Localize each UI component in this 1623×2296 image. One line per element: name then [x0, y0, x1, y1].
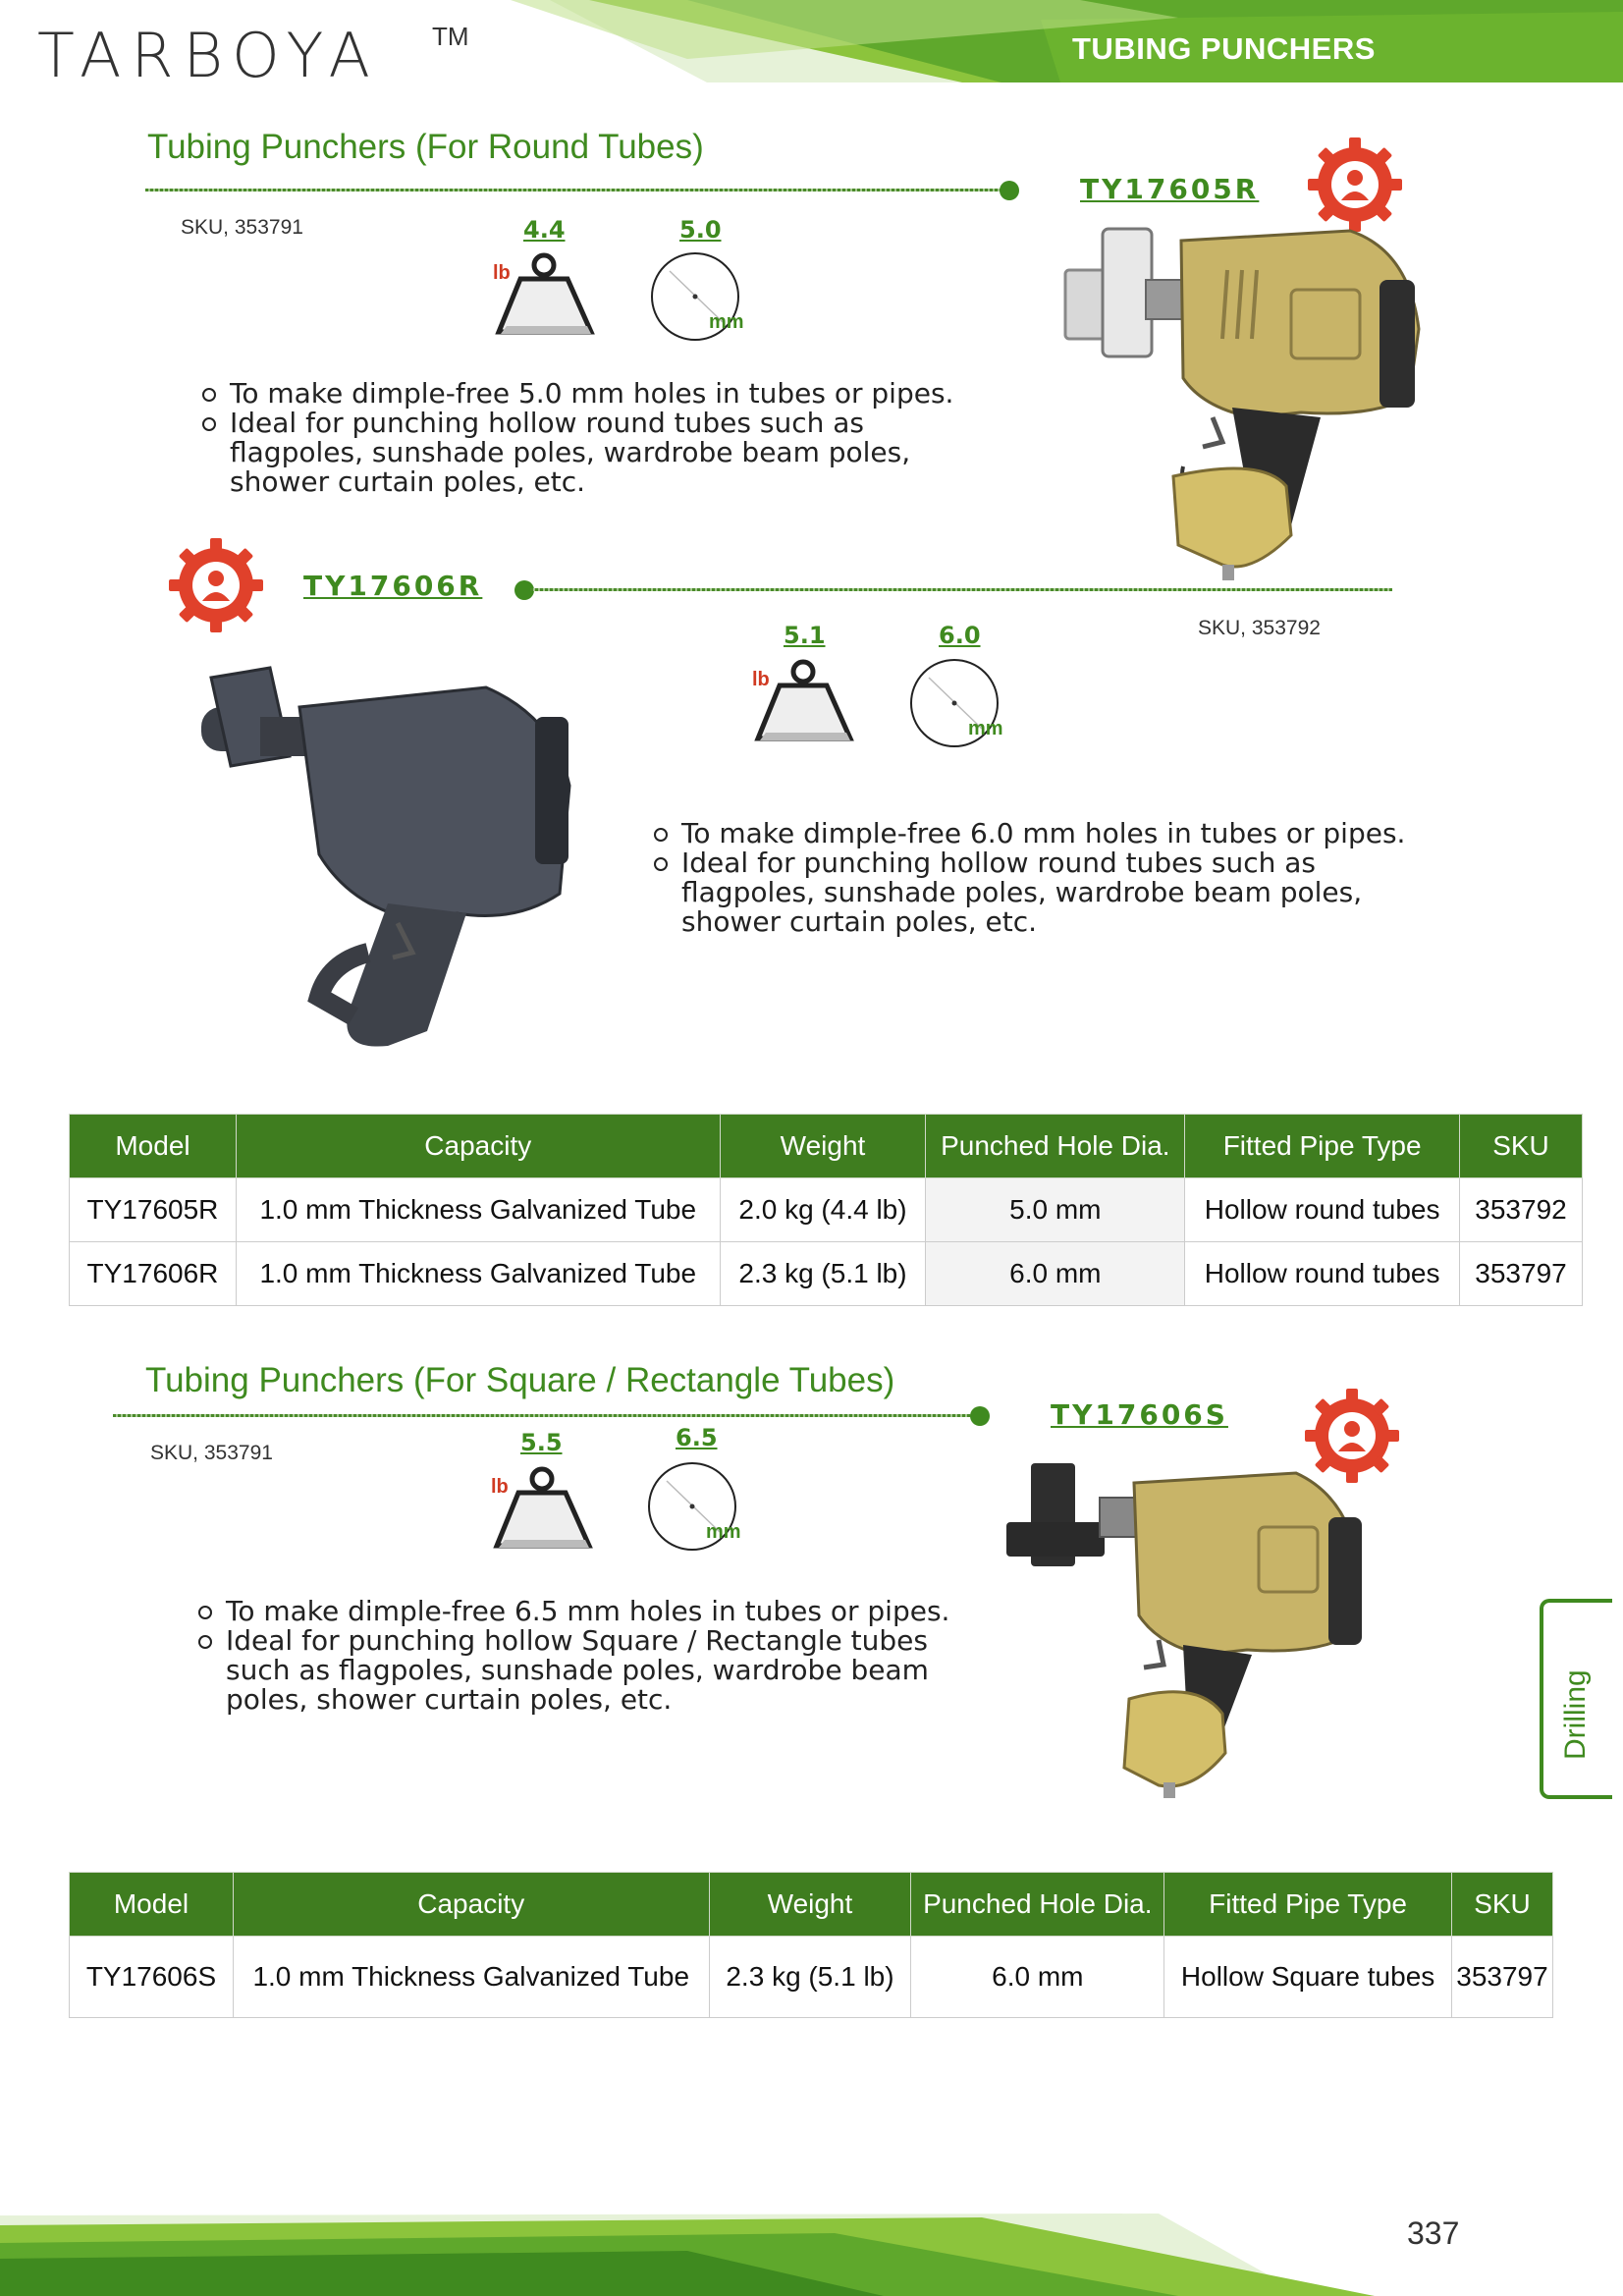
weight-value: 4.4 [523, 216, 566, 244]
table-cell: TY17605R [70, 1178, 237, 1242]
diameter-icon [645, 1459, 753, 1558]
table-cell: Hollow round tubes [1185, 1178, 1460, 1242]
weight-value: 5.1 [784, 622, 826, 649]
spec-table-round [69, 1114, 1583, 1306]
weight-unit: lb [493, 262, 511, 284]
weight-unit: lb [491, 1476, 509, 1498]
spec-table-square [69, 1872, 1553, 2018]
bullet-item: To make dimple-free 6.5 mm holes in tubes or pipes. [198, 1597, 974, 1626]
divider-dot [1000, 181, 1019, 200]
section-divider [530, 588, 1392, 591]
product-image-ty17606s [1001, 1453, 1384, 1807]
table-row [70, 1937, 1553, 2018]
page-number: 337 [1407, 2215, 1460, 2251]
table-row [70, 1242, 1583, 1306]
table-cell: TY17606S [70, 1937, 234, 2018]
table-cell: 2.0 kg (4.4 lb) [720, 1178, 926, 1242]
bullet-item: Ideal for punching hollow Square / Rectangle tubes such as flagpoles, sunshade poles, wardrobe beam poles, shower curtain poles, etc. [198, 1626, 974, 1715]
column-header: Punched Hole Dia. [911, 1873, 1164, 1937]
table-header-row [70, 1115, 1583, 1178]
svg-text:Drilling: Drilling [1559, 1669, 1592, 1760]
diameter-unit: mm [968, 718, 1003, 739]
table-cell: 1.0 mm Thickness Galvanized Tube [233, 1937, 709, 2018]
column-header: Weight [720, 1115, 926, 1178]
sku-label: SKU, 353791 [181, 216, 303, 239]
diameter-icon [648, 249, 756, 348]
table-cell: TY17606R [70, 1242, 237, 1306]
column-header: Weight [709, 1873, 911, 1937]
trademark-mark: TM [432, 22, 469, 51]
section-divider [145, 189, 1009, 191]
product-bullets [202, 379, 978, 497]
model-link-ty17605r[interactable]: TY17605R [1080, 173, 1260, 205]
diameter-value: 5.0 [679, 216, 722, 244]
table-cell: 1.0 mm Thickness Galvanized Tube [236, 1178, 720, 1242]
diameter-unit: mm [709, 311, 744, 333]
sku-label: SKU, 353792 [1198, 617, 1321, 639]
diameter-unit: mm [706, 1521, 741, 1543]
product-bullets [654, 819, 1430, 937]
diameter-icon [907, 656, 1015, 754]
column-header: Capacity [236, 1115, 720, 1178]
weight-icon [750, 656, 858, 750]
bullet-item: To make dimple-free 5.0 mm holes in tubes or pipes. [202, 379, 978, 409]
table-row [70, 1178, 1583, 1242]
table-cell: 2.3 kg (5.1 lb) [720, 1242, 926, 1306]
bullet-item: Ideal for punching hollow round tubes such as flagpoles, sunshade poles, wardrobe beam poles, shower curtain poles, etc. [654, 848, 1430, 937]
table-cell: 1.0 mm Thickness Galvanized Tube [236, 1242, 720, 1306]
column-header: Punched Hole Dia. [926, 1115, 1185, 1178]
weight-icon [489, 1463, 597, 1558]
sku-label: SKU, 353791 [150, 1442, 273, 1464]
divider-dot [970, 1406, 990, 1426]
weight-icon [491, 249, 599, 344]
section-title-round: Tubing Punchers (For Round Tubes) [147, 128, 704, 166]
column-header: Fitted Pipe Type [1185, 1115, 1460, 1178]
side-tab-label [1551, 1630, 1596, 1764]
column-header: Fitted Pipe Type [1164, 1873, 1452, 1937]
section-divider [113, 1414, 983, 1417]
table-cell: 353792 [1460, 1178, 1583, 1242]
table-cell: 6.0 mm [926, 1242, 1185, 1306]
weight-unit: lb [752, 669, 770, 690]
table-cell: 5.0 mm [926, 1178, 1185, 1242]
table-cell: 353797 [1451, 1937, 1552, 2018]
table-cell: 6.0 mm [911, 1937, 1164, 2018]
model-link-ty17606r[interactable]: TY17606R [303, 570, 483, 602]
weight-value: 5.5 [520, 1429, 563, 1456]
table-cell: 2.3 kg (5.1 lb) [709, 1937, 911, 2018]
footer-swoosh [0, 2210, 1623, 2296]
table-cell: 353797 [1460, 1242, 1583, 1306]
model-link-ty17606s[interactable]: TY17606S [1051, 1398, 1228, 1431]
table-cell: Hollow Square tubes [1164, 1937, 1452, 2018]
product-image-ty17605r [1055, 221, 1443, 584]
bullet-item: To make dimple-free 6.0 mm holes in tubes or pipes. [654, 819, 1430, 848]
page-section-title: TUBING PUNCHERS [1072, 31, 1376, 66]
column-header: Model [70, 1873, 234, 1937]
column-header: SKU [1451, 1873, 1552, 1937]
person-gear-badge-icon [1306, 136, 1404, 234]
section-title-square: Tubing Punchers (For Square / Rectangle Tubes) [145, 1361, 895, 1399]
table-header-row [70, 1873, 1553, 1937]
bullet-item: Ideal for punching hollow round tubes such as flagpoles, sunshade poles, wardrobe beam poles, shower curtain poles, etc. [202, 409, 978, 497]
column-header: SKU [1460, 1115, 1583, 1178]
brand-logo: TARBOYA [37, 20, 380, 91]
column-header: Capacity [233, 1873, 709, 1937]
diameter-value: 6.5 [676, 1424, 718, 1451]
table-cell: Hollow round tubes [1185, 1242, 1460, 1306]
diameter-value: 6.0 [939, 622, 981, 649]
product-image-ty17606r [191, 658, 594, 1066]
person-gear-badge-icon [167, 536, 265, 634]
column-header: Model [70, 1115, 237, 1178]
product-bullets [198, 1597, 974, 1715]
